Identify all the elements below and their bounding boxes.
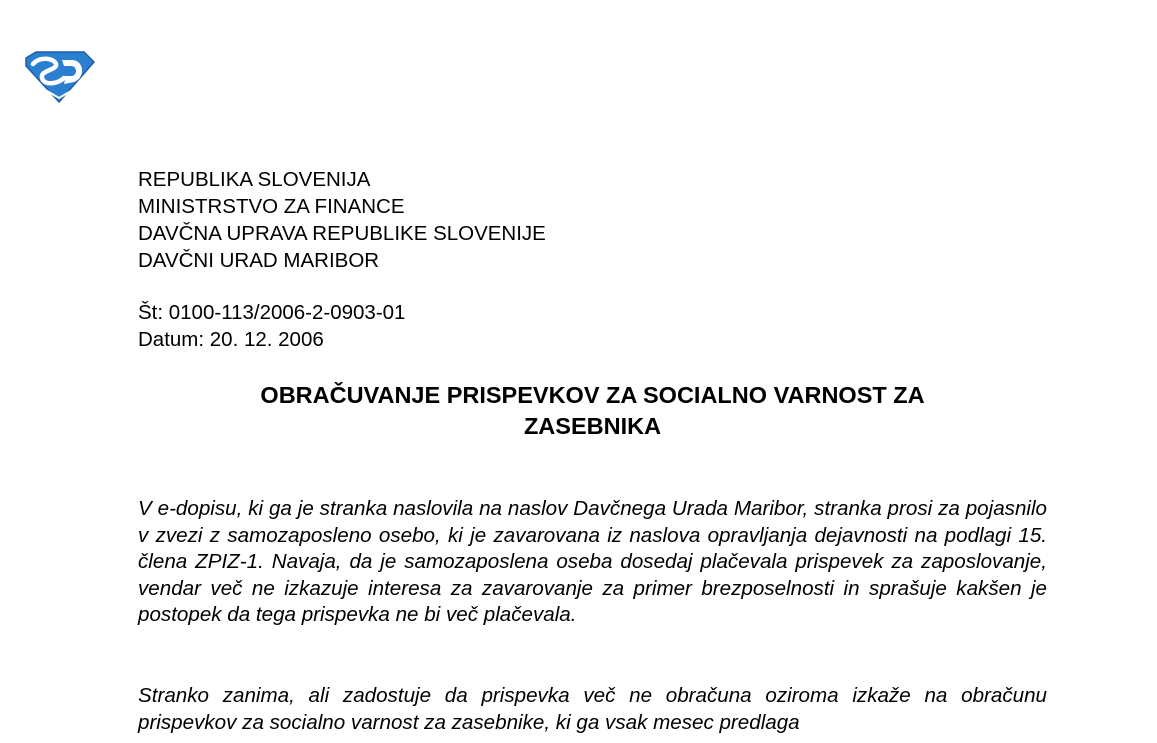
document-meta [138, 299, 405, 353]
letterhead-line-ministry: MINISTRSTVO ZA FINANCE [138, 195, 405, 218]
letterhead-line-republic: REPUBLIKA SLOVENIJA [138, 168, 371, 191]
document-number: Št: 0100-113/2006-2-0903-01 [138, 301, 406, 324]
document-title-line-2: ZASEBNIKA [523, 413, 662, 439]
body-paragraph-1: V e-dopisu, ki ga je stranka naslovila na naslov Davčnega Urada Maribor, stranka prosi za pojasnilo v zvezi z samozaposleno osebo, ki je zavarovana iz naslova opravljanja dejavnosti na podlagi 15. člena ZPIZ-1. Navaja, da je samozaposlena oseba dosedaj plačevala prispevek za zaposlovanje, vendar več ne izkazuje interesa za zavarovanje za primer brezposelnosti in sprašuje kakšen je postopek da tega prispevka ne bi več plačevala. [138, 497, 1047, 626]
letterhead-line-tax-office: DAVČNI URAD MARIBOR [138, 249, 380, 272]
body-paragraph-2: Stranko zanima, ali zadostuje da prispevka več ne obračuna oziroma izkaže na obračunu prispevkov za socialno varnost za zasebnike, ki ga vsak mesec predlaga [138, 684, 1047, 734]
document-title [138, 380, 1047, 442]
letterhead [138, 166, 546, 274]
tax-administration-logo [22, 48, 96, 104]
letterhead-line-tax-administration: DAVČNA UPRAVA REPUBLIKE SLOVENIJE [138, 222, 546, 245]
logo-emblem-icon [22, 48, 96, 104]
document-date: Datum: 20. 12. 2006 [138, 328, 324, 351]
document-title-line-1: OBRAČUVANJE PRISPEVKOV ZA SOCIALNO VARNOST ZA [260, 382, 925, 408]
